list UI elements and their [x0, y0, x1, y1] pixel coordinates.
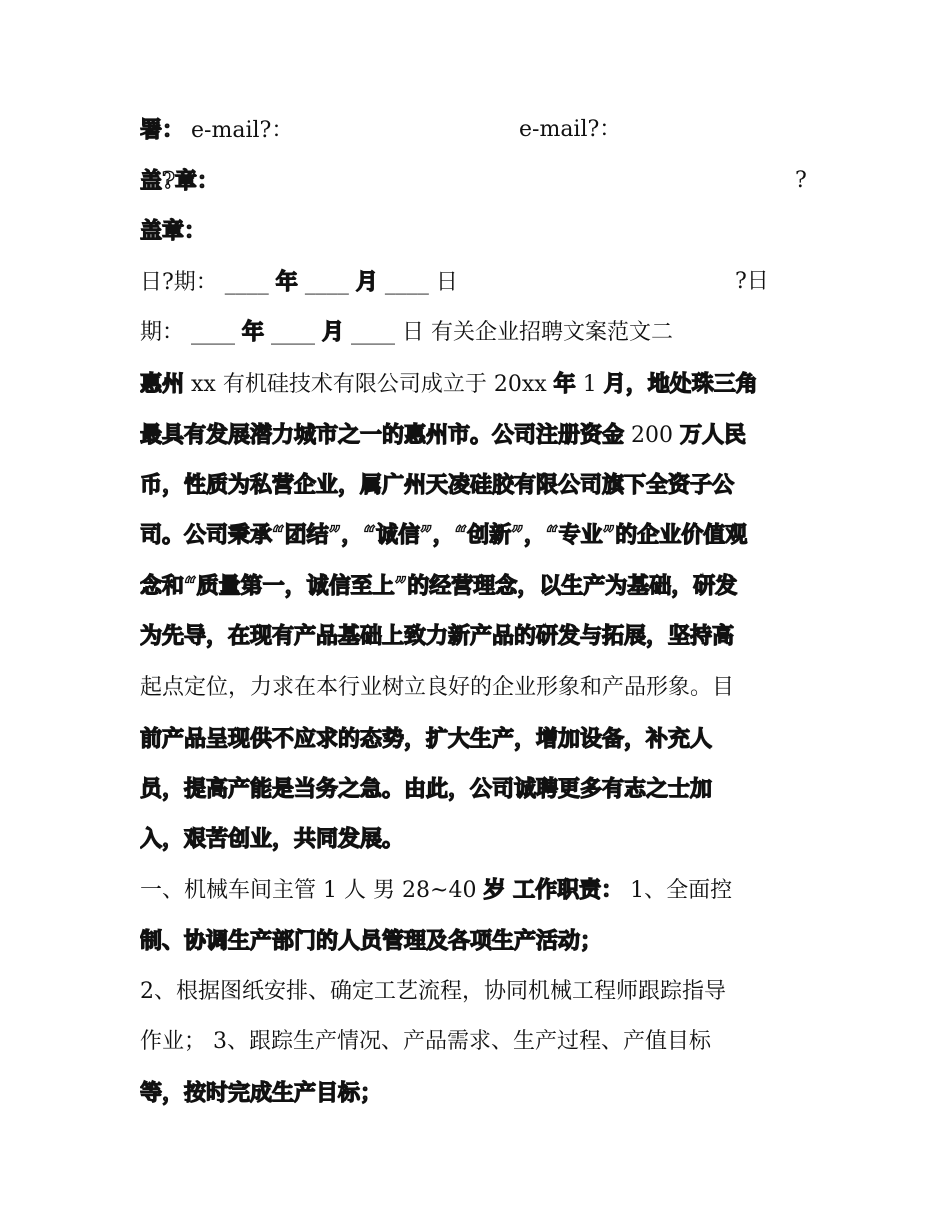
text-segment: 有机硅技术有限公司成立于: [222, 372, 487, 397]
text-line: 员，提高产能是当务之急。由此，公司诚聘更多有志之士加: [140, 776, 713, 802]
text-line: 制、协调生产部门的人员管理及各项生产活动；: [140, 928, 603, 954]
text-line-seal: [140, 166, 820, 216]
text-segment: 万人民: [680, 422, 747, 448]
text-line: [140, 1027, 820, 1077]
text-segment: 年: [242, 319, 265, 345]
text-line: 2、根据图纸安排、确定工艺流程，协同机械工程师跟踪指导: [140, 979, 726, 1004]
text-segment: ____: [271, 320, 316, 345]
text-segment: ____: [351, 320, 396, 345]
text-line: 前产品呈现供不应求的态势，扩大生产，增加设备，补充人: [140, 726, 713, 752]
text-segment: 岁 工作职责：: [483, 877, 624, 903]
text-segment: 日: [435, 270, 458, 295]
text-segment: 署：: [140, 117, 185, 143]
text-segment: 人 男: [344, 878, 396, 903]
text-segment: 20xx: [493, 372, 547, 397]
text-segment: 盖?章：: [140, 168, 219, 194]
text-segment: 1: [582, 372, 597, 397]
text-segment: ?: [795, 168, 807, 193]
text-segment: 1、全面控: [630, 878, 733, 903]
text-segment: 惠州: [140, 371, 185, 397]
text-line: 念和“质量第一，诚信至上”的经营理念，以生产为基础，研发: [140, 573, 738, 599]
text-line: [140, 420, 820, 470]
text-segment: ____: [224, 270, 269, 295]
text-segment: 日?期：: [140, 270, 218, 295]
text-segment: 一、机械车间主管: [140, 878, 317, 903]
text-segment: ____: [384, 270, 429, 295]
text-line: 等，按时完成生产目标；: [140, 1080, 383, 1106]
text-segment: ____: [191, 320, 236, 345]
text-segment: 年: [275, 269, 298, 295]
text-segment: 最具有发展潜力城市之一的惠州市。公司注册资金: [140, 422, 625, 448]
text-segment: ?日: [735, 269, 769, 294]
text-segment: ____: [304, 270, 349, 295]
text-segment: xx: [191, 372, 216, 397]
text-line: 为先导，在现有产品基础上致力新产品的研发与拓展，坚持高: [140, 623, 735, 649]
text-line: 入，艰苦创业，共同发展。: [140, 826, 405, 852]
text-segment: 月: [355, 269, 378, 295]
text-line-date-heading: [140, 317, 820, 367]
text-segment: e-mail?：: [519, 117, 622, 142]
text-segment: 28~40: [402, 878, 477, 903]
text-segment: 月: [322, 319, 345, 345]
text-line-seal-2: [140, 216, 820, 266]
text-segment: 月，地处珠三角: [603, 371, 758, 397]
text-segment: 1: [323, 878, 338, 903]
text-line: 起点定位，力求在本行业树立良好的企业形象和产品形象。目: [140, 675, 735, 700]
text-line-job-title: [140, 875, 820, 925]
text-line: [140, 369, 820, 419]
text-segment: e-mail?：: [191, 118, 294, 143]
text-segment: 日 有关企业招聘文案范文二: [402, 320, 674, 345]
text-segment: 3、跟踪生产情况、产品需求、生产过程、产值目标: [213, 1029, 712, 1054]
text-line: 币，性质为私营企业，属广州天凌硅胶有限公司旗下全资子公: [140, 472, 735, 498]
text-segment: 年: [553, 371, 576, 397]
text-segment: 200: [631, 423, 674, 448]
text-segment: 作业；: [140, 1029, 207, 1054]
text-segment: 期：: [140, 320, 185, 345]
text-line-date: [140, 267, 820, 317]
text-segment: 盖章：: [140, 218, 207, 244]
text-line: 司。公司秉承“团结”，“诚信”，“创新”，“专业”的企业价值观: [140, 522, 748, 548]
text-line-signature: [140, 115, 820, 165]
